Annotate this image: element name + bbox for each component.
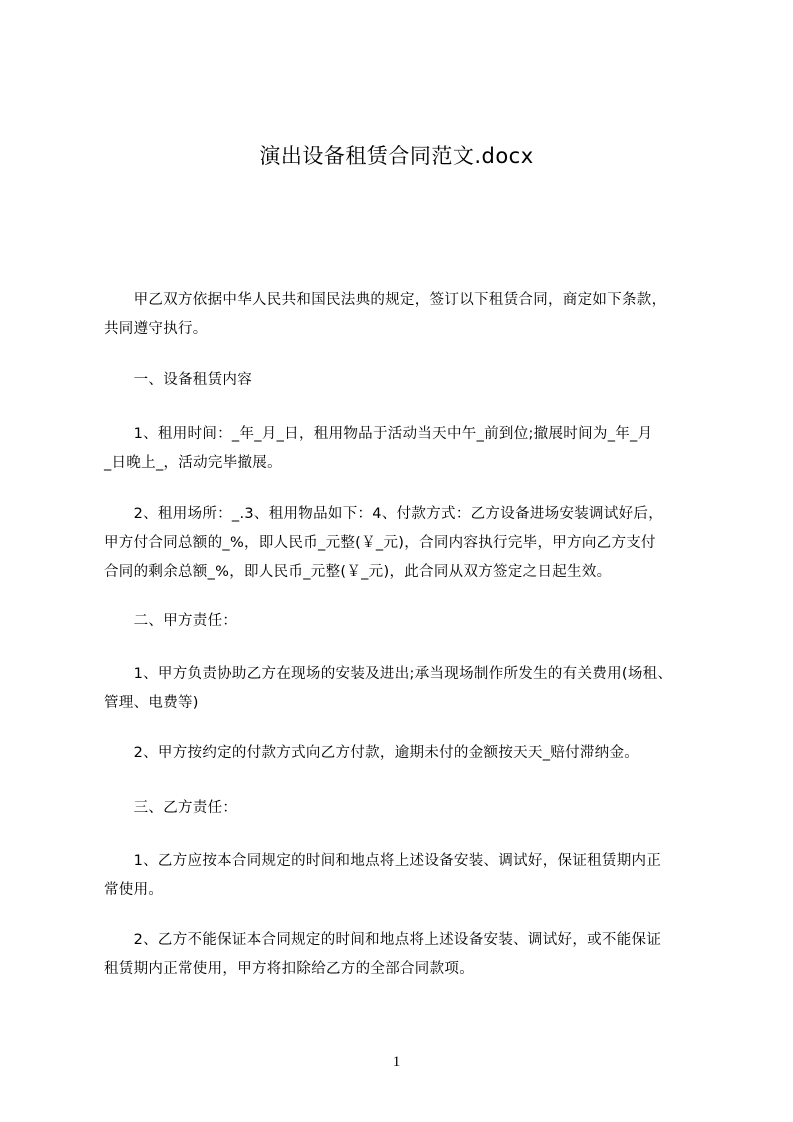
- paragraph-rental-time: [104, 420, 724, 478]
- paragraph-party-a-duty-1: [104, 660, 724, 718]
- text-line: _日晚上_，活动完毕撤展。: [104, 455, 282, 471]
- heading-section-2: [104, 607, 724, 636]
- text-line: 1、租用时间：_年_月_日，租用物品于活动当天中午_前到位;撤展时间为_年_月: [104, 426, 653, 442]
- text-line: 三、乙方责任：: [104, 800, 238, 816]
- paragraph-party-a-duty-2: [104, 739, 724, 768]
- paragraph-party-b-duty-2: [104, 926, 724, 984]
- heading-section-3: [104, 794, 724, 823]
- text-line: 甲乙双方依据中华人民共和国民法典的规定，签订以下租赁合同，商定如下条款，: [104, 292, 667, 308]
- text-line: 常使用。: [104, 882, 164, 898]
- page-number: 1: [392, 1054, 401, 1070]
- text-line: 2、租用场所：_.3、租用物品如下：4、付款方式：乙方设备进场安装调试好后，: [104, 506, 664, 522]
- text-line: 1、甲方负责协助乙方在现场的安装及进出;承当现场制作所发生的有关费用(场租、: [104, 666, 673, 682]
- text-line: 一、设备租赁内容: [104, 372, 252, 388]
- text-line: 2、乙方不能保证本合同规定的时间和地点将上述设备安装、调试好，或不能保证: [104, 932, 662, 948]
- text-line: 2、甲方按约定的付款方式向乙方付款，逾期未付的金额按天天_赔付滞纳金。: [104, 745, 640, 761]
- text-line: 二、甲方责任：: [104, 613, 238, 629]
- text-line: 管理、电费等): [104, 695, 199, 711]
- text-line: 1、乙方应按本合同规定的时间和地点将上述设备安装、调试好，保证租赁期内正: [104, 853, 662, 869]
- heading-section-1: [104, 366, 724, 395]
- text-line: 甲方付合同总额的_%，即人民币_元整(￥_元)，合同内容执行完毕，甲方向乙方支付: [104, 535, 656, 551]
- text-line: 合同的剩余总额_%，即人民币_元整(￥_元)，此合同从双方签定之日起生效。: [104, 564, 612, 580]
- document-title: 演出设备租赁合同范文.docx: [259, 144, 534, 168]
- text-line: 租赁期内正常使用，甲方将扣除给乙方的全部合同款项。: [104, 961, 474, 977]
- paragraph-intro: [104, 286, 724, 344]
- paragraph-party-b-duty-1: [104, 847, 724, 905]
- paragraph-rental-venue-payment: [104, 500, 724, 587]
- text-line: 共同遵守执行。: [104, 321, 208, 337]
